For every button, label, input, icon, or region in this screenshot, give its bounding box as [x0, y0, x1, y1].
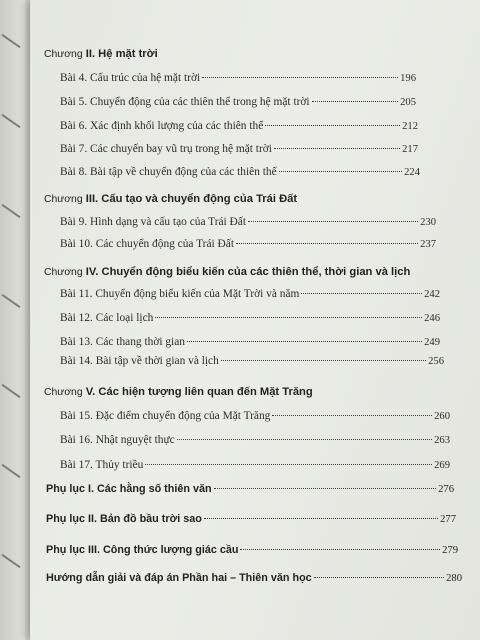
- dot-leader: [214, 488, 437, 489]
- facing-page-mark: [1, 34, 20, 48]
- chapter-heading: Chương II. Hệ mặt trời: [44, 48, 158, 60]
- chapter-heading: Chương IV. Chuyển động biểu kiến của các thiên thể, thời gian và lịch: [44, 266, 411, 278]
- facing-page-mark: [1, 294, 20, 308]
- toc-entry[interactable]: Bài 8. Bài tập về chuyển động của các thiên thể 224: [60, 166, 420, 178]
- toc-entry[interactable]: Bài 9. Hình dạng và cấu tạo của Trái Đất 230: [60, 216, 436, 228]
- table-of-contents-page: [30, 0, 480, 640]
- dot-leader: [204, 518, 438, 519]
- toc-entry[interactable]: Bài 6. Xác định khối lượng của các thiên thể 212: [60, 120, 418, 132]
- appendix-entry[interactable]: Phụ lục III. Công thức lượng giác cầu 279: [46, 544, 458, 556]
- dot-leader: [265, 125, 400, 126]
- toc-entry[interactable]: Bài 10. Các chuyển động của Trái Đất 237: [60, 238, 436, 250]
- toc-entry[interactable]: Bài 15. Đặc điểm chuyển động của Mặt Trăng 260: [60, 410, 450, 422]
- dot-leader: [202, 77, 398, 78]
- dot-leader: [301, 293, 422, 294]
- facing-page-mark: [1, 554, 20, 568]
- dot-leader: [177, 439, 432, 440]
- facing-page-mark: [1, 384, 20, 398]
- facing-page-mark: [1, 204, 20, 218]
- dot-leader: [274, 148, 400, 149]
- dot-leader: [236, 243, 418, 244]
- toc-entry[interactable]: Bài 13. Các thang thời gian 249: [60, 336, 440, 348]
- toc-entry[interactable]: Bài 12. Các loại lịch 246: [60, 312, 440, 324]
- chapter-heading: Chương III. Cấu tạo và chuyển động của Trái Đất: [44, 193, 298, 205]
- dot-leader: [221, 360, 426, 361]
- dot-leader: [312, 101, 399, 102]
- appendix-entry[interactable]: Phụ lục I. Các hằng số thiên văn 276: [46, 483, 454, 495]
- toc-entry[interactable]: Bài 5. Chuyển động của các thiên thể trong hệ mặt trời 205: [60, 96, 416, 108]
- toc-entry[interactable]: Bài 14. Bài tập về thời gian và lịch 256: [60, 355, 444, 367]
- toc-entry[interactable]: Bài 7. Các chuyến bay vũ trụ trong hệ mặt trời 217: [60, 143, 418, 155]
- facing-page-mark: [1, 464, 20, 478]
- dot-leader: [314, 577, 444, 578]
- dot-leader: [187, 341, 422, 342]
- dot-leader: [240, 549, 440, 550]
- dot-leader: [248, 221, 418, 222]
- appendix-entry[interactable]: Hướng dẫn giải và đáp án Phần hai – Thiên văn học 280: [46, 572, 462, 584]
- toc-entry[interactable]: Bài 11. Chuyển động biểu kiến của Mặt Trời và năm 242: [60, 288, 440, 300]
- facing-page-mark: [1, 114, 20, 128]
- dot-leader: [279, 171, 402, 172]
- dot-leader: [145, 464, 432, 465]
- appendix-entry[interactable]: Phụ lục II. Bản đồ bầu trời sao 277: [46, 513, 456, 525]
- toc-entry[interactable]: Bài 4. Cấu trúc của hệ mặt trời 196: [60, 72, 416, 84]
- toc-entry[interactable]: Bài 17. Thủy triều 269: [60, 459, 450, 471]
- dot-leader: [272, 415, 432, 416]
- toc-entry[interactable]: Bài 16. Nhật nguyệt thực 263: [60, 434, 450, 446]
- chapter-heading: Chương V. Các hiện tượng liên quan đến Mặt Trăng: [44, 386, 313, 398]
- dot-leader: [155, 317, 422, 318]
